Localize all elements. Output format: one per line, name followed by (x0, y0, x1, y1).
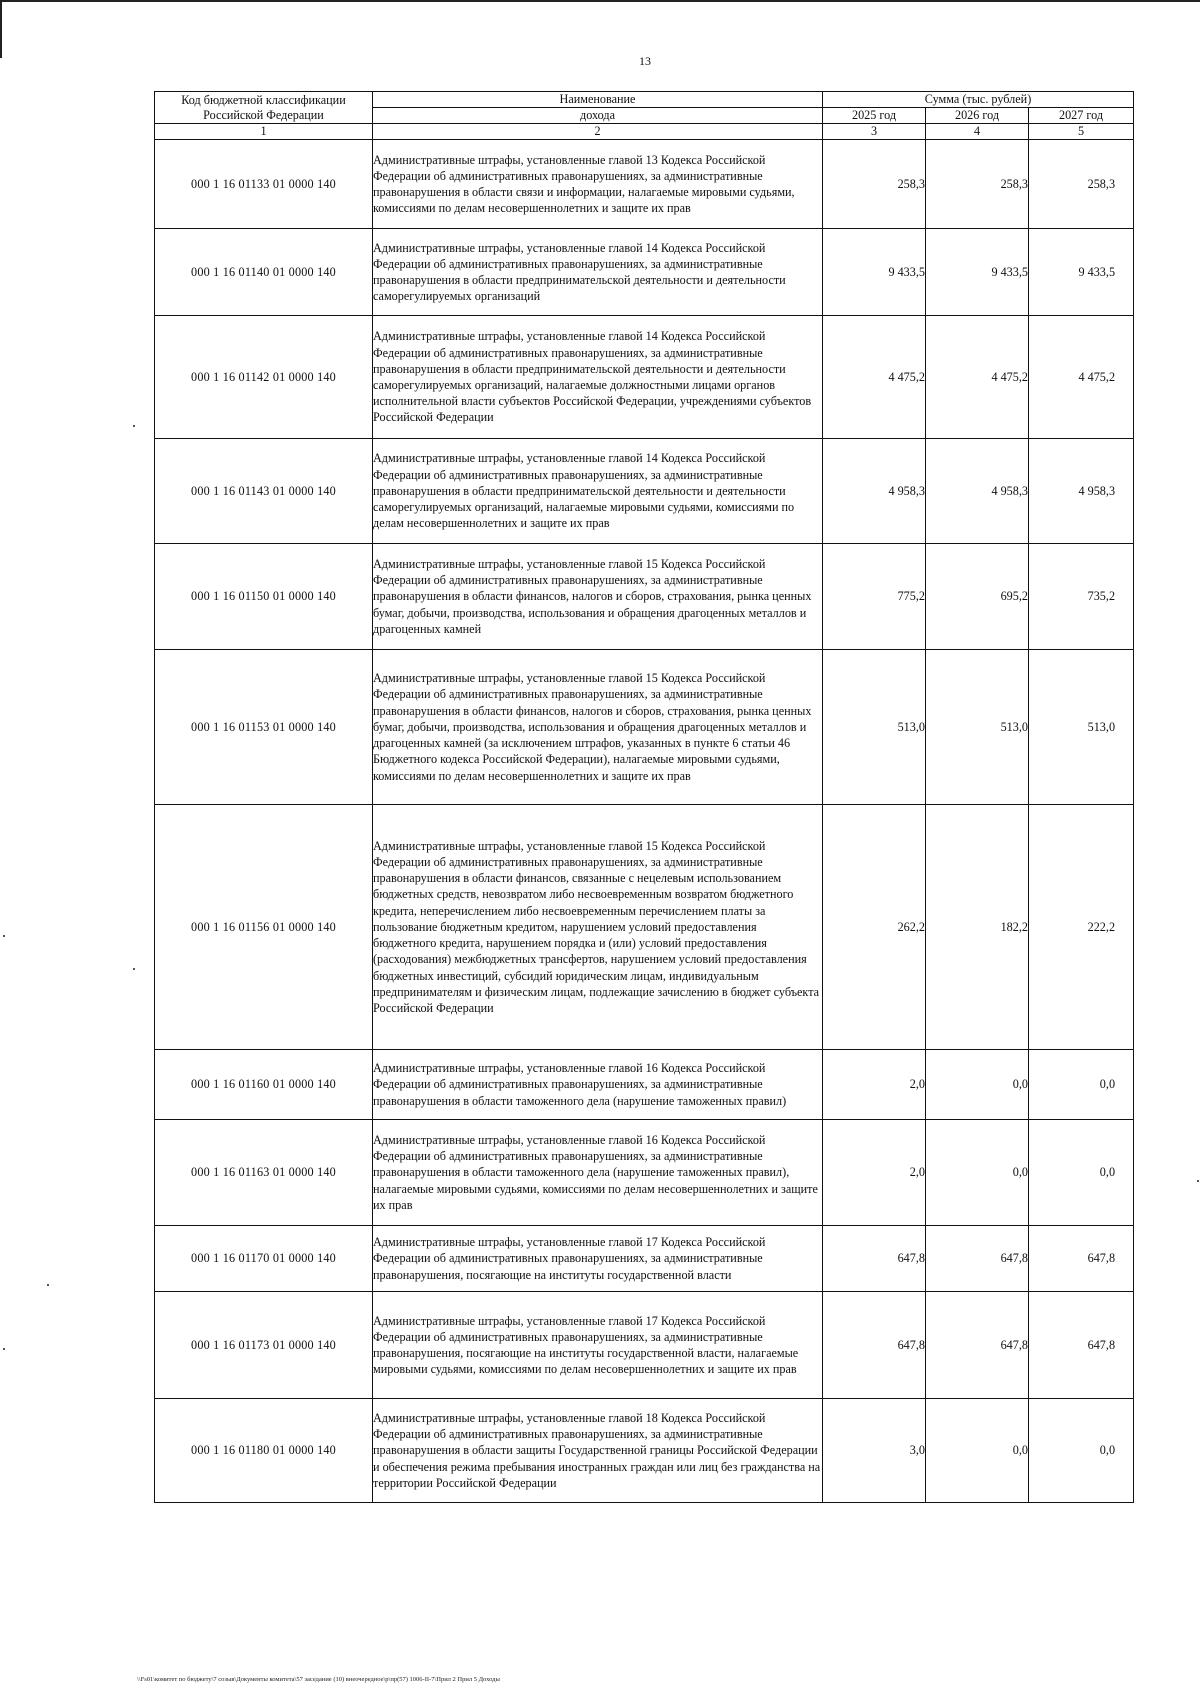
header-name-line1: Наименование (373, 92, 823, 108)
scan-speck (133, 968, 135, 970)
scan-speck (3, 1348, 5, 1350)
row-value-2025: 4 475,2 (823, 316, 926, 439)
row-value-2025: 3,0 (823, 1399, 926, 1503)
header-year-2026: 2026 год (926, 108, 1029, 124)
row-name: Административные штрафы, установленные главой 17 Кодекса Российской Федерации об административных правонарушениях, за административные правонарушения, посягающие на институты государственной власти, налагаемые мировыми судьями, комиссиями по делам несовершеннолетних и защите их прав (373, 1292, 823, 1399)
row-code: 000 1 16 01140 01 0000 140 (155, 229, 373, 316)
row-name: Административные штрафы, установленные главой 17 Кодекса Российской Федерации об административных правонарушениях, за административные правонарушения, посягающие на институты государственной власти (373, 1226, 823, 1292)
row-value-2027: 222,2 (1029, 805, 1134, 1050)
row-value-2027: 0,0 (1029, 1399, 1134, 1503)
row-value-2025: 513,0 (823, 650, 926, 805)
scan-speck (47, 1284, 49, 1286)
row-value-2025: 258,3 (823, 140, 926, 229)
row-name: Административные штрафы, установленные главой 14 Кодекса Российской Федерации об административных правонарушениях, за административные правонарушения в области предпринимательской деятельности и деятельности саморегулируемых организаций (373, 229, 823, 316)
row-code: 000 1 16 01143 01 0000 140 (155, 439, 373, 544)
column-number: 1 (155, 124, 373, 140)
row-code: 000 1 16 01173 01 0000 140 (155, 1292, 373, 1399)
table-row (155, 650, 1134, 805)
row-code: 000 1 16 01133 01 0000 140 (155, 140, 373, 229)
row-value-2025: 775,2 (823, 544, 926, 650)
row-value-2026: 647,8 (926, 1226, 1029, 1292)
row-value-2027: 647,8 (1029, 1226, 1134, 1292)
table-row (155, 229, 1134, 316)
column-number: 5 (1029, 124, 1134, 140)
row-code: 000 1 16 01160 01 0000 140 (155, 1050, 373, 1120)
row-value-2027: 513,0 (1029, 650, 1134, 805)
row-value-2027: 647,8 (1029, 1292, 1134, 1399)
page-number: 13 (639, 54, 651, 68)
row-name: Административные штрафы, установленные главой 16 Кодекса Российской Федерации об административных правонарушениях, за административные правонарушения в области таможенного дела (нарушение таможенных правил) (373, 1050, 823, 1120)
row-code: 000 1 16 01150 01 0000 140 (155, 544, 373, 650)
row-value-2026: 4 475,2 (926, 316, 1029, 439)
table-row (155, 1226, 1134, 1292)
row-name: Административные штрафы, установленные главой 13 Кодекса Российской Федерации об административных правонарушениях, за административные правонарушения в области связи и информации, налагаемые мировыми судьями, комиссиями по делам несовершеннолетних и защите их прав (373, 140, 823, 229)
row-value-2027: 0,0 (1029, 1120, 1134, 1226)
table-row (155, 439, 1134, 544)
scan-speck (1197, 1180, 1199, 1182)
row-value-2025: 9 433,5 (823, 229, 926, 316)
scan-speck (133, 425, 135, 427)
header-name-line2: дохода (373, 108, 823, 124)
row-value-2026: 0,0 (926, 1050, 1029, 1120)
row-value-2027: 735,2 (1029, 544, 1134, 650)
row-value-2026: 9 433,5 (926, 229, 1029, 316)
row-value-2026: 513,0 (926, 650, 1029, 805)
row-value-2026: 647,8 (926, 1292, 1029, 1399)
row-value-2027: 4 475,2 (1029, 316, 1134, 439)
footer-file-path: \\Fs01\комитет по бюджету\7 созыв\Документы комитета\57 заседание (10) внеочередное\р\пр(57) 1006-II-7\Прил 2 Прил 5 Доходы (137, 1676, 500, 1683)
row-value-2026: 182,2 (926, 805, 1029, 1050)
header-year-2025: 2025 год (823, 108, 926, 124)
header-code: Код бюджетной классификации Российской Федерации (155, 92, 373, 124)
table-row (155, 805, 1134, 1050)
row-value-2025: 2,0 (823, 1120, 926, 1226)
row-value-2026: 0,0 (926, 1120, 1029, 1226)
table-row (155, 544, 1134, 650)
row-name: Административные штрафы, установленные главой 15 Кодекса Российской Федерации об административных правонарушениях, за административные правонарушения в области финансов, связанные с нецелевым использованием бюджетных средств, невозвратом либо несвоевременным возвратом бюджетного кредита, неперечислением либо несвоевременным перечислением платы за пользование бюджетным кредитом, нарушением условий предоставления бюджетного кредита, нарушением порядка и (или) условий предоставления (расходования) межбюджетных трансфертов, нарушением условий предоставления бюджетных инвестиций, субсидий юридическим лицам, индивидуальным предпринимателям и физическим лицам, подлежащие зачислению в бюджет субъекта Российской Федерации (373, 805, 823, 1050)
row-value-2026: 4 958,3 (926, 439, 1029, 544)
row-value-2026: 258,3 (926, 140, 1029, 229)
row-name: Административные штрафы, установленные главой 16 Кодекса Российской Федерации об административных правонарушениях, за административные правонарушения в области таможенного дела (нарушение таможенных правил), налагаемые мировыми судьями, комиссиями по делам несовершеннолетних и защите их прав (373, 1120, 823, 1226)
row-value-2026: 0,0 (926, 1399, 1029, 1503)
row-name: Административные штрафы, установленные главой 18 Кодекса Российской Федерации об административных правонарушениях, за административные правонарушения в области защиты Государственной границы Российской Федерации и обеспечения режима пребывания иностранных граждан или лиц без гражданства на территории Российской Федерации (373, 1399, 823, 1503)
header-year-2027: 2027 год (1029, 108, 1134, 124)
row-code: 000 1 16 01156 01 0000 140 (155, 805, 373, 1050)
revenue-table (154, 91, 1134, 1503)
row-value-2025: 647,8 (823, 1292, 926, 1399)
row-code: 000 1 16 01142 01 0000 140 (155, 316, 373, 439)
table-row (155, 140, 1134, 229)
table-row (155, 1399, 1134, 1503)
header-sum-group: Сумма (тыс. рублей) (823, 92, 1134, 108)
row-code: 000 1 16 01163 01 0000 140 (155, 1120, 373, 1226)
row-value-2025: 262,2 (823, 805, 926, 1050)
table-row (155, 316, 1134, 439)
row-name: Административные штрафы, установленные главой 15 Кодекса Российской Федерации об административных правонарушениях, за административные правонарушения в области финансов, налогов и сборов, страхования, рынка ценных бумаг, добычи, производства, использования и обращения драгоценных металлов и драгоценных камней (за исключением штрафов, указанных в пункте 6 статьи 46 Бюджетного кодекса Российской Федерации), налагаемые мировыми судьями, комиссиями по делам несовершеннолетних и защите их прав (373, 650, 823, 805)
scan-speck (3, 935, 5, 937)
row-code: 000 1 16 01170 01 0000 140 (155, 1226, 373, 1292)
table-row (155, 1292, 1134, 1399)
row-value-2027: 9 433,5 (1029, 229, 1134, 316)
row-code: 000 1 16 01153 01 0000 140 (155, 650, 373, 805)
row-value-2026: 695,2 (926, 544, 1029, 650)
column-number: 4 (926, 124, 1029, 140)
row-value-2027: 258,3 (1029, 140, 1134, 229)
column-number: 2 (373, 124, 823, 140)
row-value-2025: 4 958,3 (823, 439, 926, 544)
table-row (155, 1050, 1134, 1120)
table-row (155, 1120, 1134, 1226)
row-value-2025: 647,8 (823, 1226, 926, 1292)
row-name: Административные штрафы, установленные главой 14 Кодекса Российской Федерации об административных правонарушениях, за административные правонарушения в области предпринимательской деятельности и деятельности саморегулируемых организаций, налагаемые должностными лицами органов исполнительной власти субъектов Российской Федерации, учреждениями субъектов Российской Федерации (373, 316, 823, 439)
column-number: 3 (823, 124, 926, 140)
row-name: Административные штрафы, установленные главой 15 Кодекса Российской Федерации об административных правонарушениях, за административные правонарушения в области финансов, налогов и сборов, страхования, рынка ценных бумаг, добычи, производства, использования и обращения драгоценных металлов и драгоценных камней (373, 544, 823, 650)
row-code: 000 1 16 01180 01 0000 140 (155, 1399, 373, 1503)
row-value-2027: 4 958,3 (1029, 439, 1134, 544)
scan-top-border (0, 0, 1200, 2)
row-value-2025: 2,0 (823, 1050, 926, 1120)
row-value-2027: 0,0 (1029, 1050, 1134, 1120)
row-name: Административные штрафы, установленные главой 14 Кодекса Российской Федерации об административных правонарушениях, за административные правонарушения в области предпринимательской деятельности и деятельности саморегулируемых организаций, налагаемые мировыми судьями, комиссиями по делам несовершеннолетних и защите их прав (373, 439, 823, 544)
scan-left-border (0, 0, 2, 58)
